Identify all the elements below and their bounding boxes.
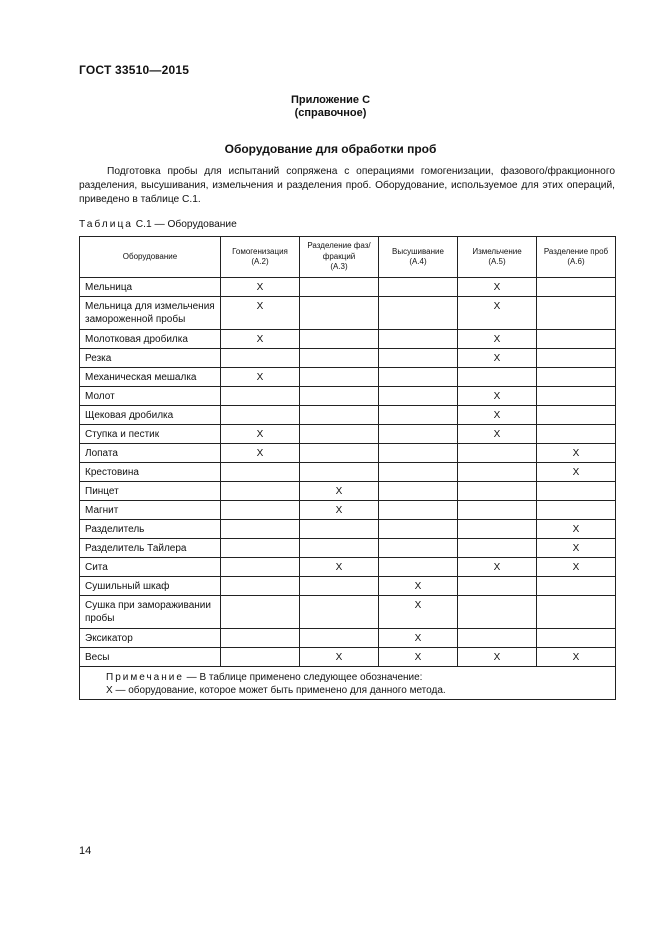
column-header-ref: (А.6): [567, 257, 585, 266]
note-line-1: — В таблице применено следующее обозначение:: [183, 672, 423, 683]
mark-cell: X: [300, 482, 379, 501]
equipment-name: Разделитель Тайлера: [80, 539, 221, 558]
mark-cell: [221, 648, 300, 667]
column-header-name: Разделение проб: [543, 246, 609, 256]
equipment-name: Щековая дробилка: [80, 406, 221, 425]
table-row: [80, 539, 616, 558]
mark-cell: [221, 596, 300, 629]
table-caption-text: С.1 — Оборудование: [132, 219, 237, 230]
table-row: [80, 387, 616, 406]
mark-cell: X: [221, 425, 300, 444]
mark-cell: X: [379, 577, 458, 596]
equipment-name: Резка: [80, 349, 221, 368]
equipment-name: Мельница для измельчения замороженной пробы: [80, 297, 221, 330]
equipment-name: Магнит: [80, 501, 221, 520]
mark-cell: [300, 406, 379, 425]
mark-cell: [537, 596, 616, 629]
mark-cell: [300, 349, 379, 368]
mark-cell: [379, 406, 458, 425]
mark-cell: [379, 539, 458, 558]
mark-cell: X: [458, 330, 537, 349]
appendix-subtitle: (справочное): [294, 107, 367, 119]
equipment-name: Весы: [80, 648, 221, 667]
mark-cell: [300, 596, 379, 629]
table-row: [80, 577, 616, 596]
table-row: [80, 444, 616, 463]
mark-cell: [458, 539, 537, 558]
column-header: [80, 237, 221, 278]
mark-cell: X: [537, 539, 616, 558]
mark-cell: X: [537, 648, 616, 667]
table-row: [80, 368, 616, 387]
equipment-name: Сита: [80, 558, 221, 577]
mark-cell: [221, 349, 300, 368]
column-header-ref: (А.3): [330, 262, 348, 272]
mark-cell: [221, 558, 300, 577]
mark-cell: [379, 463, 458, 482]
table-row: [80, 463, 616, 482]
mark-cell: [221, 539, 300, 558]
equipment-name: Пинцет: [80, 482, 221, 501]
table-row: [80, 330, 616, 349]
mark-cell: X: [300, 501, 379, 520]
mark-cell: [379, 482, 458, 501]
mark-cell: X: [458, 406, 537, 425]
equipment-name: Разделитель: [80, 520, 221, 539]
mark-cell: [458, 368, 537, 387]
mark-cell: [537, 349, 616, 368]
mark-cell: [379, 368, 458, 387]
mark-cell: [221, 463, 300, 482]
table-row: [80, 558, 616, 577]
mark-cell: [458, 629, 537, 648]
mark-cell: [379, 558, 458, 577]
table-row: [80, 278, 616, 297]
mark-cell: [458, 501, 537, 520]
mark-cell: [300, 539, 379, 558]
mark-cell: [537, 387, 616, 406]
equipment-name: Сушка при замораживании пробы: [80, 596, 221, 629]
mark-cell: X: [458, 648, 537, 667]
mark-cell: [537, 577, 616, 596]
mark-cell: [379, 349, 458, 368]
mark-cell: [300, 577, 379, 596]
mark-cell: [379, 520, 458, 539]
mark-cell: [300, 463, 379, 482]
section-heading: Оборудование для обработки проб: [224, 142, 437, 156]
column-header-name: Оборудование: [122, 251, 178, 261]
mark-cell: X: [458, 387, 537, 406]
mark-cell: X: [537, 463, 616, 482]
table-header-row: [80, 237, 616, 278]
column-header: [537, 237, 616, 278]
mark-cell: [458, 577, 537, 596]
column-header-name: Высушивание: [392, 246, 444, 256]
mark-cell: [537, 278, 616, 297]
mark-cell: X: [537, 444, 616, 463]
mark-cell: [537, 425, 616, 444]
mark-cell: [537, 297, 616, 330]
mark-cell: [300, 368, 379, 387]
mark-cell: X: [458, 297, 537, 330]
equipment-name: Механическая мешалка: [80, 368, 221, 387]
column-header-ref: (А.4): [409, 257, 427, 266]
equipment-table: [79, 236, 616, 700]
table-row: [80, 349, 616, 368]
mark-cell: X: [221, 297, 300, 330]
mark-cell: [300, 297, 379, 330]
equipment-name: Мельница: [80, 278, 221, 297]
mark-cell: X: [537, 558, 616, 577]
note-row: [80, 667, 616, 700]
equipment-name: Ступка и пестик: [80, 425, 221, 444]
mark-cell: X: [300, 558, 379, 577]
column-header-name: Гомогенизация: [232, 246, 288, 256]
mark-cell: X: [458, 278, 537, 297]
table-row: [80, 297, 616, 330]
mark-cell: [458, 482, 537, 501]
mark-cell: X: [221, 278, 300, 297]
mark-cell: [458, 463, 537, 482]
mark-cell: [458, 444, 537, 463]
table-row: [80, 520, 616, 539]
equipment-name: Крестовина: [80, 463, 221, 482]
table-caption: [79, 219, 237, 230]
mark-cell: [379, 330, 458, 349]
mark-cell: [537, 482, 616, 501]
column-header-ref: (А.5): [488, 257, 506, 266]
mark-cell: [221, 406, 300, 425]
mark-cell: [379, 387, 458, 406]
equipment-name: Сушильный шкаф: [80, 577, 221, 596]
mark-cell: [537, 406, 616, 425]
mark-cell: X: [300, 648, 379, 667]
mark-cell: [537, 501, 616, 520]
column-header-name: Измельчение: [472, 246, 522, 256]
mark-cell: [221, 501, 300, 520]
intro-paragraph: Подготовка пробы для испытаний сопряжена с операциями гомогенизации, фазового/фракционного разделения, высушивания, измельчения и разделения проб. Оборудование, используемое для этих операций, приведено в таблице С.1.: [79, 166, 615, 205]
mark-cell: X: [537, 520, 616, 539]
mark-cell: [379, 501, 458, 520]
mark-cell: X: [221, 368, 300, 387]
table-row: [80, 501, 616, 520]
column-header: [458, 237, 537, 278]
mark-cell: [221, 387, 300, 406]
mark-cell: [537, 330, 616, 349]
equipment-name: Эксикатор: [80, 629, 221, 648]
column-header-ref: (А.2): [251, 257, 269, 266]
mark-cell: [458, 596, 537, 629]
equipment-name: Молотковая дробилка: [80, 330, 221, 349]
page-number: 14: [79, 845, 92, 857]
mark-cell: X: [379, 629, 458, 648]
mark-cell: X: [379, 596, 458, 629]
mark-cell: [300, 520, 379, 539]
table-row: [80, 596, 616, 629]
column-header: [300, 237, 379, 278]
table-row: [80, 629, 616, 648]
table-row: [80, 482, 616, 501]
mark-cell: X: [458, 425, 537, 444]
mark-cell: [221, 482, 300, 501]
table-note: [80, 667, 616, 700]
mark-cell: X: [379, 648, 458, 667]
mark-cell: [300, 387, 379, 406]
note-line-2: X — оборудование, которое может быть применено для данного метода.: [106, 685, 446, 696]
equipment-name: Молот: [80, 387, 221, 406]
appendix-title: Приложение С: [290, 94, 371, 106]
table-body: [80, 278, 616, 700]
mark-cell: X: [458, 558, 537, 577]
table-row: [80, 406, 616, 425]
note-label: Примечание: [106, 672, 184, 683]
mark-cell: X: [221, 330, 300, 349]
table-row: [80, 425, 616, 444]
mark-cell: [300, 425, 379, 444]
mark-cell: [537, 629, 616, 648]
mark-cell: [458, 520, 537, 539]
mark-cell: [379, 425, 458, 444]
mark-cell: [300, 330, 379, 349]
table-row: [80, 648, 616, 667]
mark-cell: [379, 278, 458, 297]
mark-cell: [221, 629, 300, 648]
standard-number: ГОСТ 33510—2015: [79, 63, 190, 77]
table-caption-label: Таблица: [79, 219, 133, 230]
mark-cell: [379, 444, 458, 463]
mark-cell: [221, 577, 300, 596]
column-header: [379, 237, 458, 278]
mark-cell: [300, 444, 379, 463]
mark-cell: [379, 297, 458, 330]
mark-cell: X: [458, 349, 537, 368]
mark-cell: X: [221, 444, 300, 463]
equipment-name: Лопата: [80, 444, 221, 463]
mark-cell: [300, 278, 379, 297]
column-header: [221, 237, 300, 278]
mark-cell: [300, 629, 379, 648]
mark-cell: [537, 368, 616, 387]
column-header-name: Разделение фаз/фракций: [307, 241, 371, 261]
mark-cell: [221, 520, 300, 539]
